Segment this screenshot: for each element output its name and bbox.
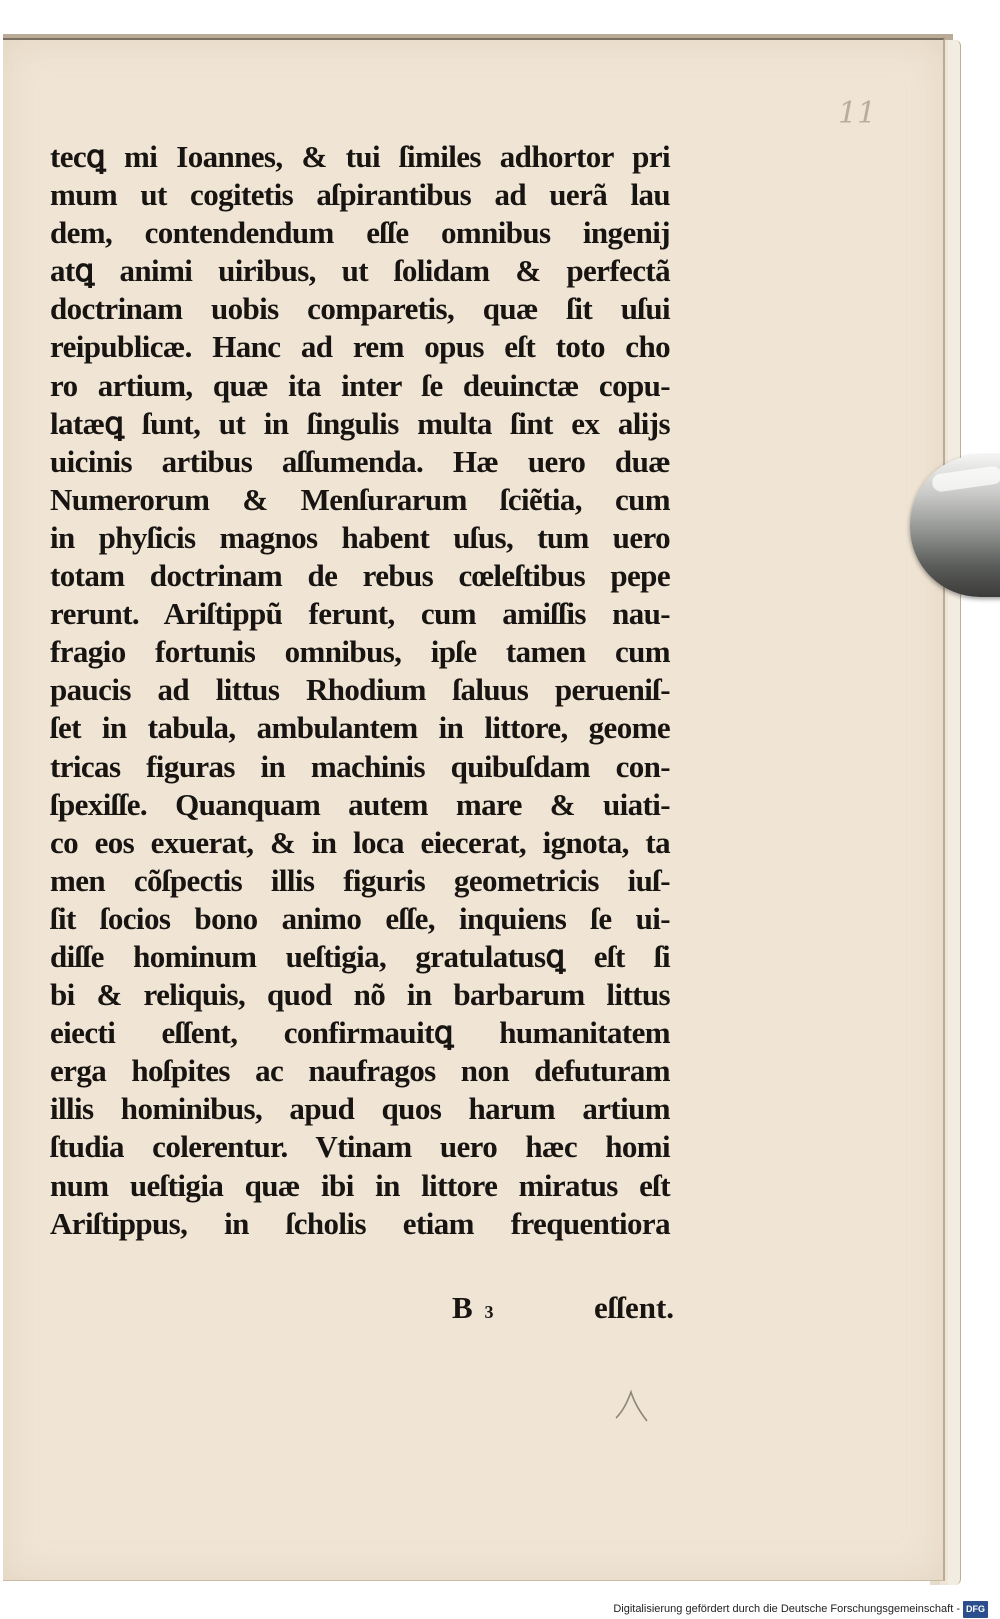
text-line: num ueſtigia quæ ibi in littore miratus eſt bbox=[50, 1167, 670, 1203]
text-line: fragio fortunis omnibus, ipſe tamen cum bbox=[50, 634, 670, 670]
text-line: erga hoſpites ac naufragos non defuturam bbox=[50, 1053, 670, 1089]
text-line: dem, contendendum eſſe omnibus ingenij bbox=[50, 215, 670, 251]
text-line: atꝗ animi uiribus, ut ſolidam & perfectã bbox=[50, 253, 670, 289]
text-line: latæꝗ ſunt, ut in ſingulis multa ſint ex alijs bbox=[50, 405, 670, 441]
digitization-credit bbox=[613, 1602, 988, 1617]
catchword: eſſent. bbox=[594, 1290, 675, 1325]
text-line: paucis ad littus Rhodium ſaluus perueniſ- bbox=[50, 672, 670, 708]
text-line: ſit ſocios bono animo eſſe, inquiens ſe ui- bbox=[50, 900, 670, 936]
signature-mark bbox=[452, 1290, 495, 1326]
text-line: men cõſpectis illis figuris geometricis iuſ- bbox=[50, 862, 670, 898]
text-line: co eos exuerat, & in loca eiecerat, ignota, ta bbox=[50, 824, 670, 860]
text-line: in phyſicis magnos habent uſus, tum uero bbox=[50, 519, 670, 555]
text-line: reipublicæ. Hanc ad rem opus eſt toto cho bbox=[50, 329, 670, 365]
page-edge bbox=[948, 40, 961, 1585]
text-line: ſpexiſſe. Quanquam autem mare & uiati- bbox=[50, 786, 670, 822]
text-line: uicinis artibus aſſumenda. Hæ uero duæ bbox=[50, 443, 670, 479]
text-line: Ariſtippus, in ſcholis etiam frequentiora bbox=[50, 1205, 670, 1241]
text-line: mum ut cogitetis aſpirantibus ad uerã lau bbox=[50, 177, 670, 213]
folio-number: 11 bbox=[838, 96, 877, 131]
text-line: Numerorum & Menſurarum ſciẽtia, cum bbox=[50, 481, 670, 517]
body-text bbox=[50, 138, 670, 1243]
text-line: rerunt. Ariſtippũ ferunt, cum amiſſis nau- bbox=[50, 596, 670, 632]
text-line: doctrinam uobis comparetis, quæ ſit uſui bbox=[50, 291, 670, 327]
text-line: bi & reliquis, quod nõ in barbarum littus bbox=[50, 977, 670, 1013]
text-line: eiecti eſſent, confirmauitꝗ humanitatem bbox=[50, 1015, 670, 1051]
text-line: totam doctrinam de rebus cœleſtibus pepe bbox=[50, 558, 670, 594]
text-line: illis hominibus, apud quos harum artium bbox=[50, 1091, 670, 1127]
text-line: diſſe hominum ueſtigia, gratulatusꝗ eſt ſi bbox=[50, 938, 670, 974]
dfg-logo: DFG bbox=[963, 1601, 988, 1618]
text-line: ſtudia colerentur. Vtinam uero hæc homi bbox=[50, 1129, 670, 1165]
credit-text: Digitalisierung gefördert durch die Deutsche Forschungsgemeinschaft - bbox=[613, 1603, 960, 1615]
text-line: tecꝗ mi Ioannes, & tui ſimiles adhortor pri bbox=[50, 139, 670, 174]
signature-number: 3 bbox=[484, 1302, 496, 1322]
text-line: ro artium, quæ ita inter ſe deuinctæ copu- bbox=[50, 367, 670, 403]
text-line: ſet in tabula, ambulantem in littore, geome bbox=[50, 710, 670, 746]
signature-letter: B bbox=[452, 1290, 475, 1325]
text-line: tricas figuras in machinis quibuſdam con- bbox=[50, 748, 670, 784]
pencil-mark-icon bbox=[612, 1388, 650, 1426]
